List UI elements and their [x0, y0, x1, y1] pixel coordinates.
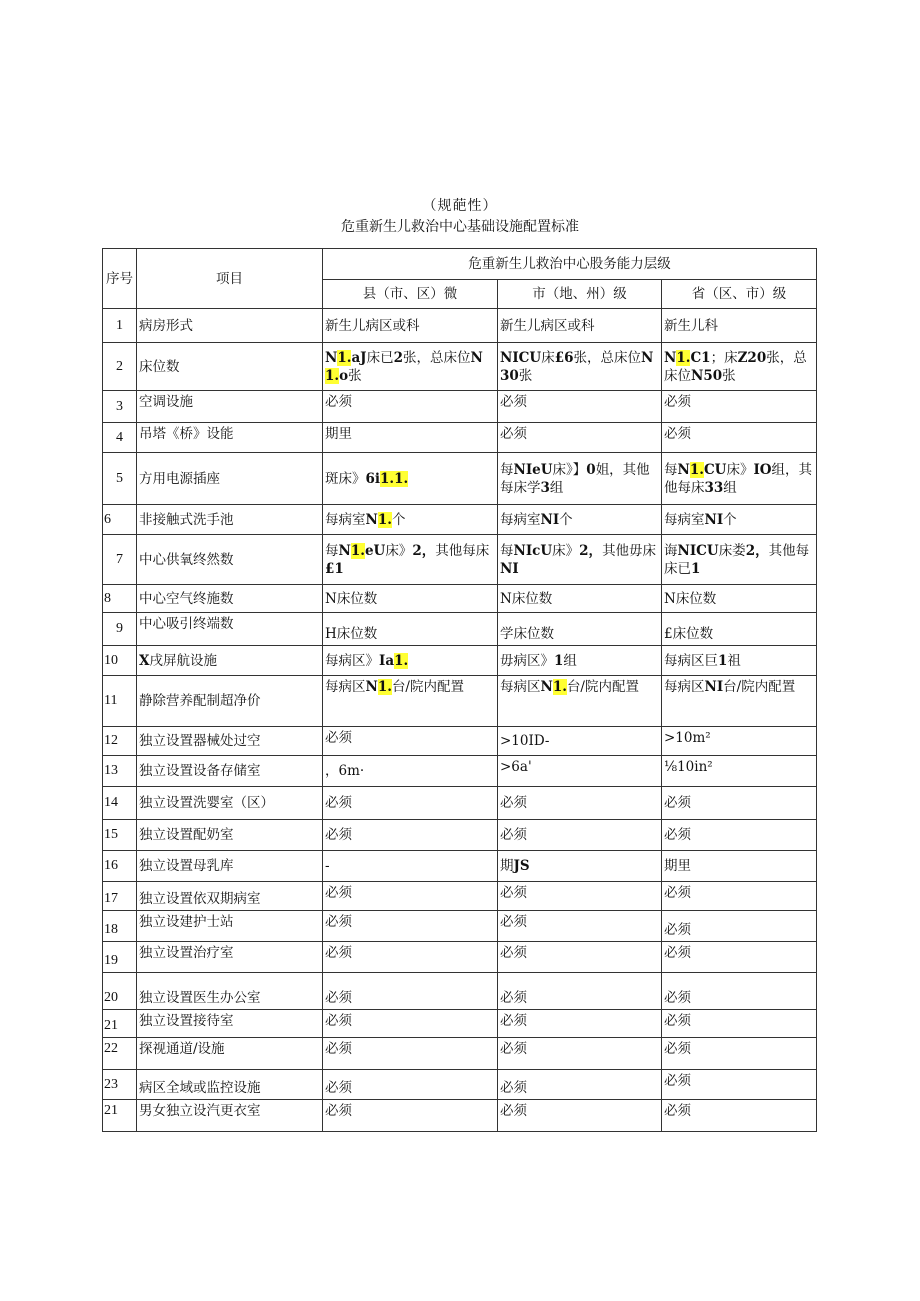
city-value: 必须 [498, 882, 662, 911]
row-number: 16 [103, 851, 137, 882]
city-value: 必须 [498, 820, 662, 851]
county-value: 每病区》Ia1. [323, 646, 498, 676]
province-value: N1.C1；床Z20张，总床位N50张 [662, 343, 817, 391]
province-value: 必须 [662, 911, 817, 942]
table-row [103, 756, 817, 787]
row-item: 静除营养配制超净价 [137, 676, 323, 727]
standards-table [102, 248, 817, 1132]
table-row [103, 1070, 817, 1100]
county-value: 必须 [323, 391, 498, 423]
county-value: 必须 [323, 973, 498, 1010]
row-item: 空调设施 [137, 391, 323, 423]
city-value: 学床位数 [498, 613, 662, 646]
county-value: 每病室N1.个 [323, 505, 498, 535]
row-item: 探视通道/设施 [137, 1038, 323, 1070]
county-value: 必须 [323, 727, 498, 756]
row-item: 吊塔《桥》设能 [137, 423, 323, 453]
province-value: £床位数 [662, 613, 817, 646]
province-value: 每病室NI个 [662, 505, 817, 535]
table-row [103, 343, 817, 391]
table-row [103, 646, 817, 676]
row-item: 方用电源插座 [137, 453, 323, 505]
row-number: 10 [103, 646, 137, 676]
county-value: 期里 [323, 423, 498, 453]
province-value: 每病区巨1祖 [662, 646, 817, 676]
county-value: N床位数 [323, 585, 498, 613]
city-value: 每NIeU床》】0姐，其他每床学3组 [498, 453, 662, 505]
table-row [103, 1038, 817, 1070]
province-value: 新生儿科 [662, 309, 817, 343]
city-value: 期JS [498, 851, 662, 882]
city-value: 每病室NI个 [498, 505, 662, 535]
county-value: 必须 [323, 1100, 498, 1132]
table-row [103, 676, 817, 727]
header-number: 序号 [103, 249, 137, 309]
city-value: 必须 [498, 1070, 662, 1100]
county-value: - [323, 851, 498, 882]
table-row [103, 1010, 817, 1038]
row-item: 中心吸引终端数 [137, 613, 323, 646]
city-value: 新生儿病区或科 [498, 309, 662, 343]
row-item: 独立设置洗婴室（区） [137, 787, 323, 820]
table-row [103, 727, 817, 756]
row-number: 12 [103, 727, 137, 756]
city-value: 必须 [498, 1038, 662, 1070]
row-number: 4 [103, 423, 137, 453]
table-row [103, 391, 817, 423]
county-value: 必须 [323, 942, 498, 973]
row-number: 8 [103, 585, 137, 613]
row-number: 23 [103, 1070, 137, 1100]
province-value: 必须 [662, 787, 817, 820]
county-value: 每病区N1.台/院内配置 [323, 676, 498, 727]
province-value: 每N1.CU床》IO组，其他每床33组 [662, 453, 817, 505]
county-value: 必须 [323, 787, 498, 820]
row-number: 15 [103, 820, 137, 851]
province-value: 必须 [662, 973, 817, 1010]
table-row [103, 851, 817, 882]
province-value: 诲NICU床娄2，其他每床已1 [662, 535, 817, 585]
city-value: >10ID- [498, 727, 662, 756]
province-value: N床位数 [662, 585, 817, 613]
row-item: 病房形式 [137, 309, 323, 343]
table-row [103, 911, 817, 942]
table-row [103, 942, 817, 973]
city-value: 必须 [498, 1100, 662, 1132]
province-value: 必须 [662, 391, 817, 423]
table-row [103, 309, 817, 343]
table-row [103, 535, 817, 585]
table-row [103, 453, 817, 505]
province-value: 必须 [662, 423, 817, 453]
table-row [103, 882, 817, 911]
row-item: 独立设置设备存储室 [137, 756, 323, 787]
row-number: 14 [103, 787, 137, 820]
table-row [103, 505, 817, 535]
row-number: 7 [103, 535, 137, 585]
row-number: 11 [103, 676, 137, 727]
header-city-level: 市（地、州）级 [498, 280, 662, 309]
city-value: 必须 [498, 973, 662, 1010]
table-row [103, 613, 817, 646]
province-value: 必须 [662, 820, 817, 851]
county-value: N1.aJ床已2张，总床位N1.o张 [323, 343, 498, 391]
row-number: 1 [103, 309, 137, 343]
row-number: 18 [103, 911, 137, 942]
row-number: 19 [103, 942, 137, 973]
row-number: 13 [103, 756, 137, 787]
city-value: 必须 [498, 423, 662, 453]
row-number: 20 [103, 973, 137, 1010]
row-number: 5 [103, 453, 137, 505]
row-number: 3 [103, 391, 137, 423]
row-item: 病区全域或监控设施 [137, 1070, 323, 1100]
document-subtitle: （规葩性） [422, 198, 498, 214]
table-header-row [103, 249, 817, 280]
table-row [103, 787, 817, 820]
county-value: 斑床》6i1.1. [323, 453, 498, 505]
province-value: 必须 [662, 1070, 817, 1100]
city-value: 必须 [498, 1010, 662, 1038]
city-value: 必须 [498, 911, 662, 942]
county-value: 必须 [323, 1010, 498, 1038]
table-row [103, 423, 817, 453]
province-value: 期里 [662, 851, 817, 882]
row-item: 独立设置器械处过空 [137, 727, 323, 756]
row-item: 床位数 [137, 343, 323, 391]
city-value: >6a' [498, 756, 662, 787]
city-value: NICU床£6张，总床位N30张 [498, 343, 662, 391]
city-value: N床位数 [498, 585, 662, 613]
province-value: 必须 [662, 942, 817, 973]
row-item: 中心空气终施数 [137, 585, 323, 613]
county-value: 新生儿病区或科 [323, 309, 498, 343]
header-province-level: 省（区、市）级 [662, 280, 817, 309]
county-value: H床位数 [323, 613, 498, 646]
city-value: 必须 [498, 942, 662, 973]
province-value: >10m² [662, 727, 817, 756]
province-value: 必须 [662, 1100, 817, 1132]
row-item: 独立设置医生办公室 [137, 973, 323, 1010]
county-value: 必须 [323, 1070, 498, 1100]
row-number: 17 [103, 882, 137, 911]
city-value: 每病区N1.台/院内配置 [498, 676, 662, 727]
city-value: 必须 [498, 391, 662, 423]
row-item: 独立设置依双期病室 [137, 882, 323, 911]
table-row [103, 820, 817, 851]
province-value: ⅛10in² [662, 756, 817, 787]
province-value: 每病区NI台/院内配置 [662, 676, 817, 727]
row-item: 独立设置母乳库 [137, 851, 323, 882]
row-number: 21 [103, 1010, 137, 1038]
row-item: 男女独立设汽更衣室 [137, 1100, 323, 1132]
row-item: X戌屏航设施 [137, 646, 323, 676]
county-value: 每N1.eU床》2，其他每床£1 [323, 535, 498, 585]
document-title-block [0, 196, 920, 238]
province-value: 必须 [662, 1038, 817, 1070]
table-row [103, 1100, 817, 1132]
header-level-group: 危重新生儿救治中心股务能力层级 [323, 249, 817, 280]
city-value: 毋病区》1组 [498, 646, 662, 676]
row-number: 9 [103, 613, 137, 646]
table-row [103, 585, 817, 613]
row-number: 2 [103, 343, 137, 391]
header-item: 项目 [137, 249, 323, 309]
county-value: 必须 [323, 1038, 498, 1070]
table-row [103, 973, 817, 1010]
city-value: 必须 [498, 787, 662, 820]
header-county-level: 县（市、区）微 [323, 280, 498, 309]
province-value: 必须 [662, 1010, 817, 1038]
county-value: ，6m· [323, 756, 498, 787]
row-item: 独立设建护士站 [137, 911, 323, 942]
province-value: 必须 [662, 882, 817, 911]
row-number: 6 [103, 505, 137, 535]
row-item: 非接触式洗手池 [137, 505, 323, 535]
county-value: 必须 [323, 820, 498, 851]
row-number: 22 [103, 1038, 137, 1070]
row-number: 21 [103, 1100, 137, 1132]
county-value: 必须 [323, 882, 498, 911]
city-value: 每NIcU床》2，其他毋床NI [498, 535, 662, 585]
document-title: 危重新生儿救治中心基础设施配置标准 [341, 219, 579, 235]
row-item: 独立设置治疗室 [137, 942, 323, 973]
row-item: 中心供氧终然数 [137, 535, 323, 585]
row-item: 独立设置接待室 [137, 1010, 323, 1038]
county-value: 必须 [323, 911, 498, 942]
row-item: 独立设置配奶室 [137, 820, 323, 851]
